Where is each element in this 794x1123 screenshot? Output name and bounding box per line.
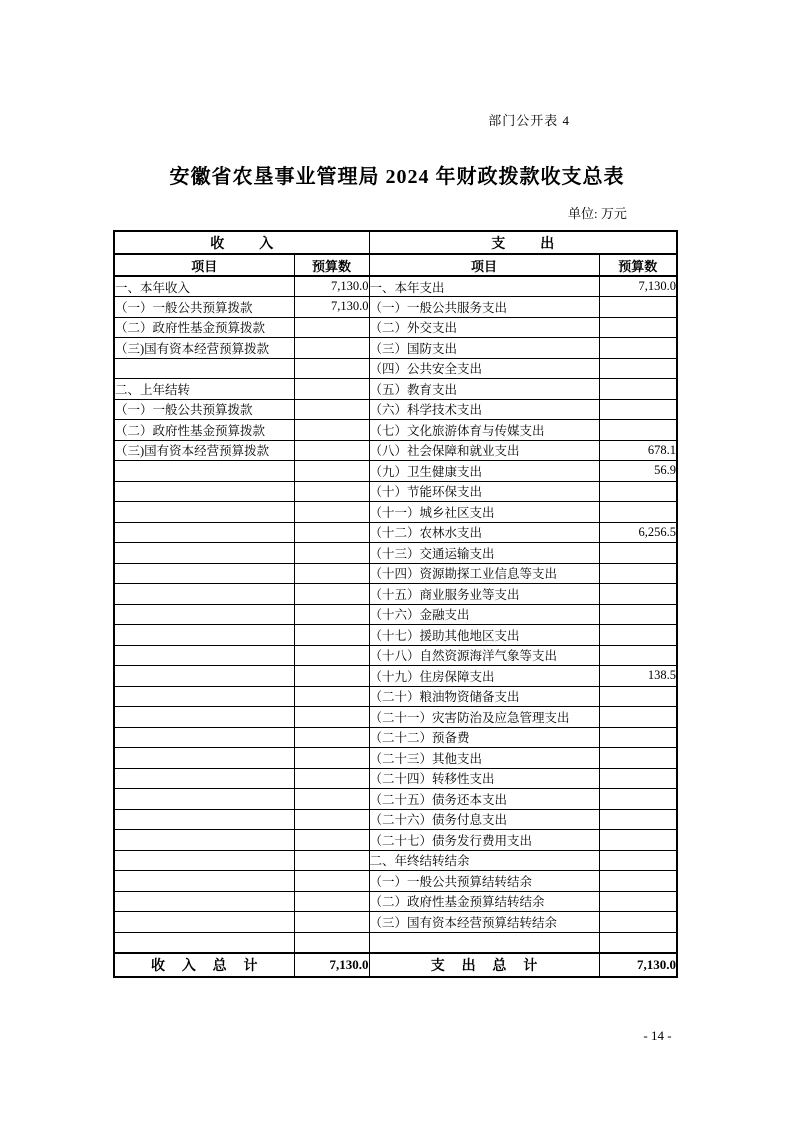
table-row	[114, 584, 677, 605]
table-row	[114, 809, 677, 830]
expense-value-cell	[599, 789, 677, 810]
expense-item-cell: （十六）金融支出	[369, 604, 599, 625]
expense-value-cell	[599, 891, 677, 912]
expense-item-cell: （二十一）灾害防治及应急管理支出	[369, 707, 599, 728]
income-value-cell	[294, 543, 369, 564]
income-item-cell	[114, 645, 294, 666]
expense-value-cell	[599, 748, 677, 769]
table-body	[114, 276, 677, 953]
income-value-cell: 7,130.0	[294, 276, 369, 297]
expense-value-cell	[599, 871, 677, 892]
income-item-column-header: 项目	[114, 254, 294, 276]
table-row	[114, 645, 677, 666]
table-row	[114, 399, 677, 420]
table-row	[114, 317, 677, 338]
table-row	[114, 789, 677, 810]
income-value-cell	[294, 481, 369, 502]
expense-item-cell: （二）政府性基金预算结转结余	[369, 891, 599, 912]
expense-item-cell: （二十二）预备费	[369, 727, 599, 748]
expense-value-cell: 56.9	[599, 461, 677, 482]
expense-value-cell	[599, 912, 677, 933]
income-value-cell	[294, 317, 369, 338]
expense-budget-column-header: 预算数	[599, 254, 677, 276]
income-value-cell	[294, 871, 369, 892]
table-row	[114, 522, 677, 543]
expense-item-cell: 一、本年支出	[369, 276, 599, 297]
income-value-cell	[294, 912, 369, 933]
income-item-cell: 一、本年收入	[114, 276, 294, 297]
income-item-cell	[114, 358, 294, 379]
expense-item-cell: （四）公共安全支出	[369, 358, 599, 379]
expense-item-cell: 二、年终结转结余	[369, 850, 599, 871]
expense-item-cell: （二十五）债务还本支出	[369, 789, 599, 810]
income-value-cell	[294, 461, 369, 482]
expense-item-cell: （九）卫生健康支出	[369, 461, 599, 482]
expense-item-cell: （十二）农林水支出	[369, 522, 599, 543]
income-item-cell: （二）政府性基金预算拨款	[114, 420, 294, 441]
table-row	[114, 891, 677, 912]
total-row	[114, 953, 677, 977]
table-row	[114, 420, 677, 441]
expense-value-cell	[599, 768, 677, 789]
income-item-cell	[114, 625, 294, 646]
expense-item-cell: （一）一般公共服务支出	[369, 297, 599, 318]
income-item-cell	[114, 809, 294, 830]
table-row	[114, 686, 677, 707]
income-section-header: 收入	[114, 231, 369, 254]
income-value-cell: 7,130.0	[294, 297, 369, 318]
income-budget-column-header: 预算数	[294, 254, 369, 276]
income-value-cell	[294, 358, 369, 379]
income-item-cell: （一）一般公共预算拨款	[114, 399, 294, 420]
column-header-row	[114, 254, 677, 276]
income-value-cell	[294, 830, 369, 851]
table-row	[114, 440, 677, 461]
expense-value-cell	[599, 358, 677, 379]
expense-item-cell: （二十六）债务付息支出	[369, 809, 599, 830]
expense-item-cell: （十九）住房保障支出	[369, 666, 599, 687]
section-header-row	[114, 231, 677, 254]
table-row	[114, 748, 677, 769]
expense-value-cell	[599, 420, 677, 441]
table-row	[114, 297, 677, 318]
expense-value-cell	[599, 686, 677, 707]
table-row	[114, 379, 677, 400]
expense-value-cell: 138.5	[599, 666, 677, 687]
expense-total-label: 支出总计	[369, 953, 599, 977]
expense-item-cell: （六）科学技术支出	[369, 399, 599, 420]
table-row	[114, 871, 677, 892]
expense-item-cell: （三）国防支出	[369, 338, 599, 359]
income-value-cell	[294, 440, 369, 461]
expense-item-cell: （十七）援助其他地区支出	[369, 625, 599, 646]
income-value-cell	[294, 399, 369, 420]
income-item-cell	[114, 502, 294, 523]
expense-item-cell: （二）外交支出	[369, 317, 599, 338]
income-item-cell	[114, 522, 294, 543]
income-value-cell	[294, 748, 369, 769]
expense-item-cell: （二十七）债务发行费用支出	[369, 830, 599, 851]
expense-value-cell	[599, 645, 677, 666]
expense-item-cell: （十四）资源勘探工业信息等支出	[369, 563, 599, 584]
income-total-label: 收入总计	[114, 953, 294, 977]
income-item-cell: （一）一般公共预算拨款	[114, 297, 294, 318]
expense-value-cell: 6,256.5	[599, 522, 677, 543]
table-row	[114, 543, 677, 564]
budget-table-container	[113, 230, 678, 978]
expense-value-cell	[599, 317, 677, 338]
income-item-cell	[114, 666, 294, 687]
expense-section-header: 支出	[369, 231, 677, 254]
table-row	[114, 727, 677, 748]
expense-item-column-header: 项目	[369, 254, 599, 276]
income-item-cell	[114, 850, 294, 871]
expense-value-cell	[599, 932, 677, 953]
income-value-cell	[294, 809, 369, 830]
income-item-cell	[114, 727, 294, 748]
expense-value-cell	[599, 727, 677, 748]
income-item-cell	[114, 748, 294, 769]
expense-item-cell: （十一）城乡社区支出	[369, 502, 599, 523]
expense-item-cell: （七）文化旅游体育与传媒支出	[369, 420, 599, 441]
table-row	[114, 850, 677, 871]
income-item-cell: （二）政府性基金预算拨款	[114, 317, 294, 338]
expense-value-cell	[599, 584, 677, 605]
income-item-cell	[114, 891, 294, 912]
income-value-cell	[294, 563, 369, 584]
table-row	[114, 666, 677, 687]
income-value-cell	[294, 584, 369, 605]
expense-value-cell	[599, 625, 677, 646]
table-row	[114, 358, 677, 379]
income-item-cell	[114, 707, 294, 728]
table-row	[114, 830, 677, 851]
income-item-cell	[114, 461, 294, 482]
expense-item-cell: （二十）粮油物资储备支出	[369, 686, 599, 707]
income-value-cell	[294, 645, 369, 666]
expense-value-cell	[599, 830, 677, 851]
income-item-cell	[114, 563, 294, 584]
income-item-cell: （三)国有资本经营预算拨款	[114, 440, 294, 461]
income-item-cell	[114, 584, 294, 605]
expense-value-cell	[599, 481, 677, 502]
table-row	[114, 707, 677, 728]
table-row	[114, 563, 677, 584]
income-item-cell	[114, 912, 294, 933]
income-value-cell	[294, 707, 369, 728]
budget-summary-table	[113, 230, 678, 978]
income-value-cell	[294, 850, 369, 871]
expense-value-cell: 678.1	[599, 440, 677, 461]
expense-value-cell	[599, 379, 677, 400]
table-row	[114, 768, 677, 789]
income-item-cell	[114, 789, 294, 810]
form-label: 部门公开表 4	[488, 113, 570, 128]
expense-value-cell: 7,130.0	[599, 276, 677, 297]
expense-value-cell	[599, 399, 677, 420]
table-row	[114, 625, 677, 646]
expense-item-cell: （三）国有资本经营预算结转结余	[369, 912, 599, 933]
table-row	[114, 502, 677, 523]
page-title: 安徽省农垦事业管理局 2024 年财政拨款收支总表	[169, 166, 625, 189]
income-value-cell	[294, 932, 369, 953]
table-row	[114, 276, 677, 297]
expense-item-cell: （十三）交通运输支出	[369, 543, 599, 564]
table-row	[114, 338, 677, 359]
table-row	[114, 604, 677, 625]
expense-value-cell	[599, 543, 677, 564]
expense-item-cell: （二十三）其他支出	[369, 748, 599, 769]
expense-value-cell	[599, 850, 677, 871]
income-item-cell: 二、上年结转	[114, 379, 294, 400]
unit-label: 单位: 万元	[568, 206, 627, 221]
income-item-cell	[114, 604, 294, 625]
expense-item-cell: （十五）商业服务业等支出	[369, 584, 599, 605]
income-value-cell	[294, 522, 369, 543]
table-row	[114, 461, 677, 482]
expense-item-cell: （十）节能环保支出	[369, 481, 599, 502]
income-value-cell	[294, 420, 369, 441]
expense-value-cell	[599, 297, 677, 318]
expense-value-cell	[599, 502, 677, 523]
income-item-cell	[114, 830, 294, 851]
page-number: - 14 -	[643, 1028, 672, 1043]
expense-value-cell	[599, 563, 677, 584]
income-value-cell	[294, 604, 369, 625]
expense-item-cell: （五）教育支出	[369, 379, 599, 400]
income-value-cell	[294, 625, 369, 646]
income-value-cell	[294, 686, 369, 707]
expense-item-cell: （二十四）转移性支出	[369, 768, 599, 789]
expense-value-cell	[599, 809, 677, 830]
expense-item-cell: （八）社会保障和就业支出	[369, 440, 599, 461]
income-value-cell	[294, 891, 369, 912]
income-item-cell	[114, 543, 294, 564]
income-value-cell	[294, 789, 369, 810]
table-row	[114, 912, 677, 933]
expense-value-cell	[599, 707, 677, 728]
expense-value-cell	[599, 604, 677, 625]
table-row	[114, 932, 677, 953]
income-value-cell	[294, 727, 369, 748]
expense-item-cell	[369, 932, 599, 953]
income-item-cell	[114, 932, 294, 953]
income-value-cell	[294, 768, 369, 789]
income-value-cell	[294, 666, 369, 687]
income-total-value: 7,130.0	[294, 953, 369, 977]
income-value-cell	[294, 502, 369, 523]
income-item-cell	[114, 768, 294, 789]
income-value-cell	[294, 379, 369, 400]
income-item-cell	[114, 481, 294, 502]
expense-item-cell: （一）一般公共预算结转结余	[369, 871, 599, 892]
income-item-cell: （三)国有资本经营预算拨款	[114, 338, 294, 359]
expense-item-cell: （十八）自然资源海洋气象等支出	[369, 645, 599, 666]
income-item-cell	[114, 871, 294, 892]
income-value-cell	[294, 338, 369, 359]
income-item-cell	[114, 686, 294, 707]
expense-value-cell	[599, 338, 677, 359]
expense-total-value: 7,130.0	[599, 953, 677, 977]
table-row	[114, 481, 677, 502]
